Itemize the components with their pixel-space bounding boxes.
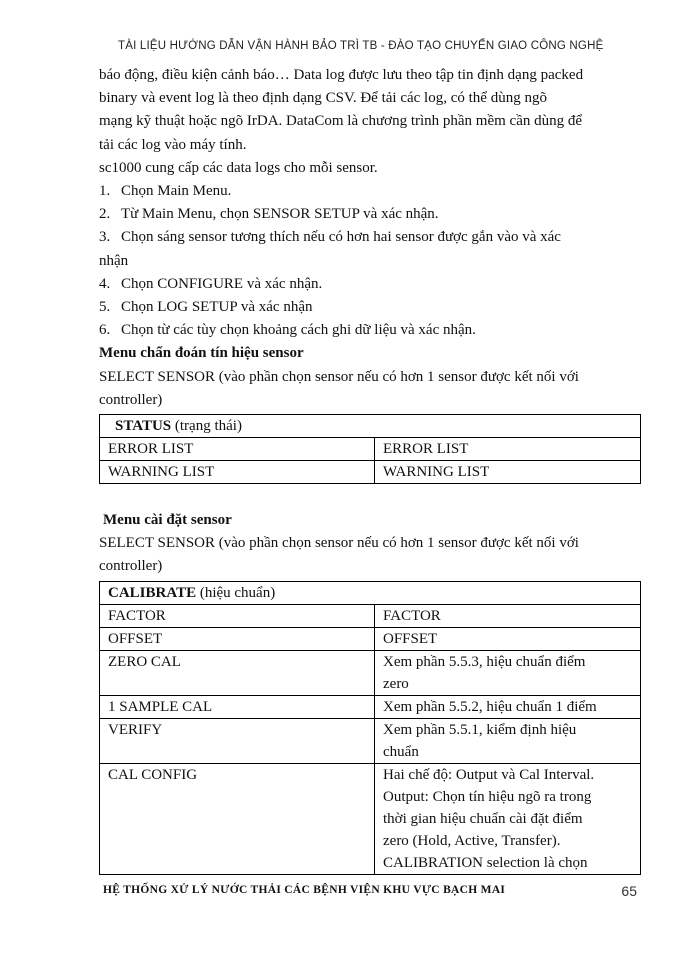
section-heading: Menu cài đặt sensor: [103, 512, 232, 529]
calibrate-table: [99, 581, 641, 875]
list-item: 5. Chọn LOG SETUP và xác nhận: [99, 299, 313, 316]
table-header-row: CALIBRATE (hiệu chuẩn): [100, 581, 641, 604]
page-footer: HỆ THỐNG XỬ LÝ NƯỚC THẢI CÁC BỆNH VIỆN KHU VỰC BẠCH MAI: [103, 884, 506, 896]
table-row: [100, 718, 641, 763]
list-item: 1. Chọn Main Menu.: [99, 183, 232, 200]
page-number: 65: [621, 883, 637, 899]
intro-line: báo động, điều kiện cảnh báo… Data log được lưu theo tập tin định dạng packed: [99, 67, 584, 83]
intro-line: sc1000 cung cấp các data logs cho mỗi sensor.: [99, 159, 378, 176]
table-cell: VERIFY: [100, 718, 375, 763]
list-item: 2. Từ Main Menu, chọn SENSOR SETUP và xác nhận.: [99, 206, 439, 223]
table-cell: OFFSET: [100, 627, 375, 650]
intro-line: binary và event log là theo định dạng CSV. Để tải các log, có thể dùng ngõ: [99, 90, 547, 107]
intro-line: mạng kỹ thuật hoặc ngõ IrDA. DataCom là chương trình phần mềm cần dùng để: [99, 113, 583, 130]
section-heading: Menu chẩn đoán tín hiệu sensor: [99, 345, 304, 362]
table-header-row: STATUS (trạng thái): [100, 415, 641, 438]
table-cell: OFFSET: [375, 627, 641, 650]
select-sensor-text: SELECT SENSOR (vào phần chọn sensor nếu có hơn 1 sensor được kết nối với: [99, 535, 579, 552]
list-item: 6. Chọn từ các tùy chọn khoảng cách ghi dữ liệu và xác nhận.: [99, 322, 476, 339]
list-item-continuation: nhận: [99, 252, 129, 269]
table-cell: Xem phần 5.5.2, hiệu chuẩn 1 điểm: [375, 695, 641, 718]
select-sensor-text: controller): [99, 391, 163, 408]
table-cell: CAL CONFIG: [100, 763, 375, 874]
table-title: STATUS: [115, 418, 172, 435]
status-table: [99, 414, 641, 484]
select-sensor-text: SELECT SENSOR (vào phần chọn sensor nếu có hơn 1 sensor được kết nối với: [99, 368, 579, 385]
table-row: [100, 695, 641, 718]
document-body: [99, 64, 644, 875]
table-row: [100, 627, 641, 650]
table-cell: Hai chế độ: Output và Cal Interval. Output: Chọn tín hiệu ngõ ra trong thời gian hiệu chuẩn cài đặt điểm zero (Hold, Active, Transfer). CALIBRATION selection là chọn: [375, 763, 641, 874]
table-row: [100, 461, 641, 484]
table-row: [100, 438, 641, 461]
list-item: 3. Chọn sáng sensor tương thích nếu có hơn hai sensor được gắn vào và xác: [99, 229, 561, 246]
table-title: CALIBRATE: [108, 584, 197, 601]
table-row: [100, 650, 641, 695]
list-item: 4. Chọn CONFIGURE và xác nhận.: [99, 275, 323, 292]
intro-line: tải các log vào máy tính.: [99, 136, 247, 153]
table-cell: 1 SAMPLE CAL: [100, 695, 375, 718]
table-cell: ERROR LIST: [100, 438, 375, 461]
table-cell: FACTOR: [100, 604, 375, 627]
table-cell: WARNING LIST: [100, 461, 375, 484]
table-cell: ZERO CAL: [100, 650, 375, 695]
table-cell: Xem phần 5.5.3, hiệu chuẩn điểm zero: [375, 650, 641, 695]
page-header: TÀI LIỆU HƯỚNG DẪN VẬN HÀNH BẢO TRÌ TB - ĐÀO TẠO CHUYỂN GIAO CÔNG NGHỆ: [118, 40, 604, 52]
table-cell: FACTOR: [375, 604, 641, 627]
table-row: [100, 604, 641, 627]
table-cell: ERROR LIST: [375, 438, 641, 461]
table-cell: WARNING LIST: [375, 461, 641, 484]
table-row: [100, 763, 641, 874]
select-sensor-text: controller): [99, 558, 163, 575]
table-cell: Xem phần 5.5.1, kiểm định hiệu chuẩn: [375, 718, 641, 763]
